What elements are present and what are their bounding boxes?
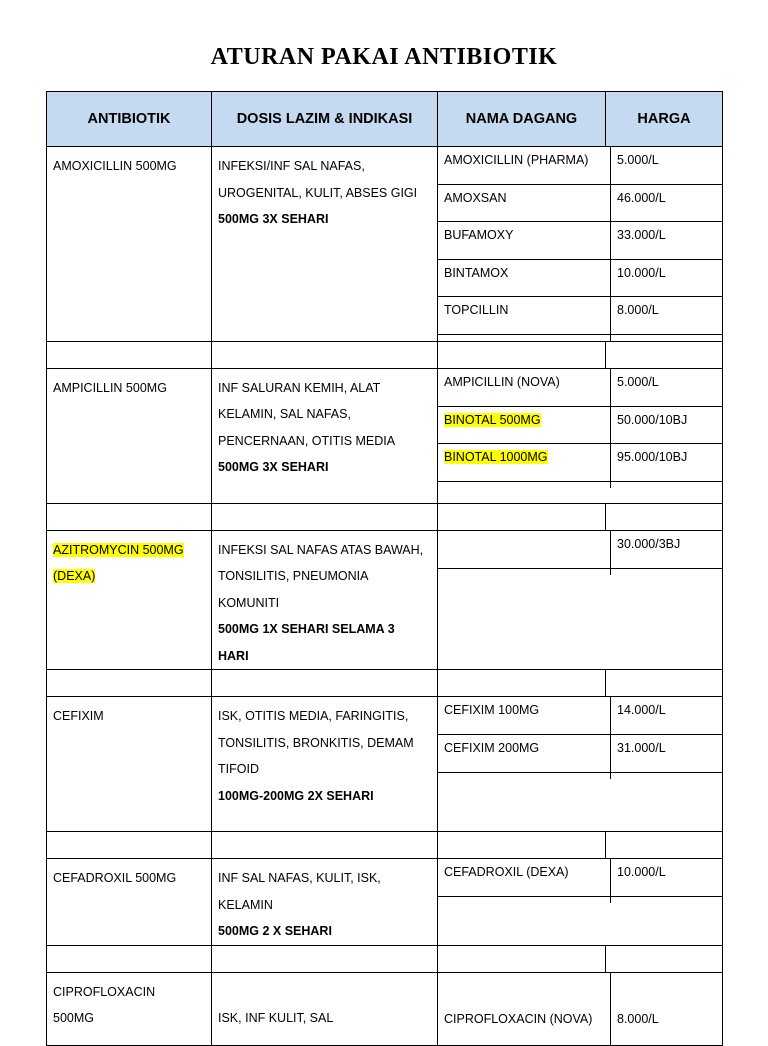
spacer-row bbox=[47, 832, 723, 859]
price-cell bbox=[611, 859, 723, 896]
brand-name-cell bbox=[438, 1006, 611, 1039]
antibiotic-name: AMPICILLIN 500MG bbox=[53, 380, 167, 395]
price: 31.000/L bbox=[617, 741, 666, 756]
price-cell bbox=[611, 406, 723, 444]
antibiotic-name-cell bbox=[47, 972, 212, 1045]
price: 46.000/L bbox=[617, 190, 666, 205]
antibiotic-table bbox=[46, 91, 723, 1046]
brand-name: AMPICILLIN (NOVA) bbox=[444, 374, 560, 389]
brand-price-cell bbox=[438, 859, 723, 946]
empty-cell bbox=[438, 945, 606, 972]
brand-list bbox=[438, 369, 722, 488]
antibiotic-name: CEFIXIM bbox=[53, 709, 104, 724]
table-row bbox=[47, 530, 723, 670]
brand-row bbox=[438, 444, 722, 482]
brand-row bbox=[438, 147, 722, 184]
empty-cell bbox=[438, 1039, 611, 1045]
price-cell bbox=[611, 444, 723, 482]
spacer-row bbox=[47, 341, 723, 368]
empty-cell bbox=[438, 481, 611, 488]
price-cell bbox=[611, 1006, 723, 1039]
dose-line: 100MG-200MG 2X SEHARI bbox=[218, 788, 374, 803]
column-header-dosis: DOSIS LAZIM & INDIKASI bbox=[212, 92, 438, 147]
empty-cell bbox=[438, 341, 606, 368]
table-row bbox=[47, 697, 723, 832]
table-header-row bbox=[47, 92, 723, 147]
price: 10.000/L bbox=[617, 865, 666, 880]
antibiotic-name bbox=[53, 563, 205, 590]
column-header-harga: HARGA bbox=[606, 92, 723, 147]
price: 5.000/L bbox=[617, 153, 659, 167]
brand-filler-row bbox=[438, 772, 722, 779]
price: 8.000/L bbox=[617, 303, 659, 318]
brand-price-cell bbox=[438, 972, 723, 1045]
brand-name-cell bbox=[438, 222, 611, 260]
brand-price-cell bbox=[438, 697, 723, 832]
dose-line: HARI bbox=[218, 648, 249, 663]
brand-list bbox=[438, 859, 722, 903]
price: 30.000/3BJ bbox=[617, 536, 681, 551]
brand-name-cell bbox=[438, 369, 611, 406]
dose-line: 500MG 3X SEHARI bbox=[218, 212, 329, 226]
brand-filler-row bbox=[438, 568, 722, 575]
brand-row bbox=[438, 297, 722, 335]
brand-name-cell bbox=[438, 735, 611, 773]
indication-line: PENCERNAAN, OTITIS MEDIA bbox=[218, 433, 396, 448]
brand-filler-row bbox=[438, 1039, 722, 1045]
brand-name: AMOXICILLIN (PHARMA) bbox=[444, 153, 589, 167]
empty-cell bbox=[611, 1039, 723, 1045]
empty-cell bbox=[606, 503, 723, 530]
empty-cell bbox=[438, 670, 606, 697]
brand-name-cell bbox=[438, 406, 611, 444]
brand-row bbox=[438, 859, 722, 896]
brand-row bbox=[438, 735, 722, 773]
price-cell bbox=[611, 259, 723, 297]
brand-name-cell bbox=[438, 697, 611, 734]
price-cell bbox=[611, 697, 723, 734]
brand-name: AMOXSAN bbox=[444, 190, 507, 205]
indication-line: ISK, OTITIS MEDIA, FARINGITIS, bbox=[218, 709, 409, 724]
empty-cell bbox=[606, 670, 723, 697]
empty-cell bbox=[47, 832, 212, 859]
empty-cell bbox=[438, 568, 611, 575]
brand-name: BINOTAL 1000MG bbox=[444, 450, 548, 465]
brand-name: BINTAMOX bbox=[444, 265, 509, 280]
brand-row bbox=[438, 531, 722, 568]
empty-cell bbox=[438, 772, 611, 779]
brand-row bbox=[438, 184, 722, 222]
antibiotic-name: CIPROFLOXACIN bbox=[53, 984, 156, 999]
empty-cell bbox=[47, 503, 212, 530]
column-header-nama-dagang: NAMA DAGANG bbox=[438, 92, 606, 147]
indication-line: TONSILITIS, PNEUMONIA bbox=[218, 569, 369, 584]
price-cell bbox=[611, 297, 723, 335]
page-title: ATURAN PAKAI ANTIBIOTIK bbox=[210, 44, 558, 70]
empty-cell bbox=[438, 334, 611, 341]
brand-name: CEFIXIM 200MG bbox=[444, 741, 540, 756]
antibiotic-name-cell bbox=[47, 368, 212, 503]
empty-cell bbox=[212, 341, 438, 368]
indication-line: KELAMIN, SAL NAFAS, bbox=[218, 407, 351, 422]
brand-filler-row bbox=[438, 334, 722, 341]
indication-line bbox=[218, 979, 431, 1006]
antibiotic-name: CEFADROXIL 500MG bbox=[53, 871, 177, 886]
dose-line: 500MG 2 X SEHARI bbox=[218, 924, 332, 939]
indication-line: INFEKSI SAL NAFAS ATAS BAWAH, bbox=[218, 542, 424, 557]
empty-cell bbox=[212, 670, 438, 697]
brand-name: CEFIXIM 100MG bbox=[444, 703, 540, 718]
dose-line: 500MG 3X SEHARI bbox=[218, 460, 329, 475]
antibiotic-name bbox=[53, 537, 205, 564]
antibiotic-name: AMOXICILLIN 500MG bbox=[53, 159, 177, 173]
antibiotic-name-cell bbox=[47, 530, 212, 670]
brand-row bbox=[438, 973, 722, 1006]
brand-filler-row bbox=[438, 481, 722, 488]
indication-line: KOMUNITI bbox=[218, 595, 280, 610]
brand-name: CEFADROXIL (DEXA) bbox=[444, 865, 569, 880]
indication-line: INF SALURAN KEMIH, ALAT bbox=[218, 380, 381, 395]
brand-name: CIPROFLOXACIN (NOVA) bbox=[444, 1011, 593, 1026]
empty-cell bbox=[438, 832, 606, 859]
brand-list bbox=[438, 147, 722, 341]
brand-name-cell bbox=[438, 531, 611, 568]
brand-name-cell bbox=[438, 259, 611, 297]
price-cell bbox=[611, 222, 723, 260]
brand-name-cell bbox=[438, 147, 611, 184]
brand-price-cell bbox=[438, 147, 723, 342]
brand-list bbox=[438, 973, 722, 1045]
brand-name-cell bbox=[438, 444, 611, 482]
brand-row bbox=[438, 259, 722, 297]
brand-row bbox=[438, 697, 722, 734]
brand-price-cell bbox=[438, 368, 723, 503]
indication-line: INFEKSI/INF SAL NAFAS, bbox=[218, 159, 365, 173]
price-cell bbox=[611, 147, 723, 184]
indication-line: ISK, INF KULIT, SAL bbox=[218, 1011, 334, 1026]
empty-cell bbox=[611, 897, 723, 904]
empty-cell bbox=[47, 945, 212, 972]
table-row bbox=[47, 368, 723, 503]
price-cell bbox=[611, 531, 723, 568]
indication-line: INF SAL NAFAS, KULIT, ISK, bbox=[218, 871, 381, 886]
brand-row bbox=[438, 1006, 722, 1039]
empty-cell bbox=[611, 568, 723, 575]
indication-line: TONSILITIS, BRONKITIS, DEMAM bbox=[218, 735, 414, 750]
brand-name-cell bbox=[438, 973, 611, 1006]
brand-row bbox=[438, 369, 722, 406]
empty-cell bbox=[606, 945, 723, 972]
spacer-row bbox=[47, 945, 723, 972]
brand-price-cell bbox=[438, 530, 723, 670]
table-row bbox=[47, 859, 723, 946]
price: 14.000/L bbox=[617, 703, 666, 718]
brand-name-cell bbox=[438, 859, 611, 896]
empty-cell bbox=[611, 772, 723, 779]
antibiotic-name-cell bbox=[47, 147, 212, 342]
price: 8.000/L bbox=[617, 1011, 659, 1026]
column-header-antibiotik: ANTIBIOTIK bbox=[47, 92, 212, 147]
table-row bbox=[47, 147, 723, 342]
empty-cell bbox=[438, 503, 606, 530]
empty-cell bbox=[212, 503, 438, 530]
price-cell bbox=[611, 184, 723, 222]
brand-list bbox=[438, 531, 722, 575]
antibiotic-name-cell bbox=[47, 859, 212, 946]
dosage-indication-cell bbox=[212, 697, 438, 832]
spacer-row bbox=[47, 670, 723, 697]
brand-name: TOPCILLIN bbox=[444, 303, 509, 318]
dosage-indication-cell bbox=[212, 368, 438, 503]
empty-cell bbox=[47, 670, 212, 697]
price: 50.000/10BJ bbox=[617, 412, 688, 427]
brand-row bbox=[438, 222, 722, 260]
brand-row bbox=[438, 406, 722, 444]
empty-cell bbox=[438, 897, 611, 904]
dosage-indication-cell bbox=[212, 859, 438, 946]
dosage-indication-cell bbox=[212, 530, 438, 670]
brand-name: BINOTAL 500MG bbox=[444, 412, 541, 427]
empty-cell bbox=[212, 945, 438, 972]
antibiotic-name-cell bbox=[47, 697, 212, 832]
brand-name-cell bbox=[438, 297, 611, 335]
empty-cell bbox=[606, 341, 723, 368]
price: 33.000/L bbox=[617, 228, 666, 243]
empty-cell bbox=[47, 341, 212, 368]
table-row bbox=[47, 972, 723, 1045]
empty-cell bbox=[611, 334, 723, 341]
dosage-indication-cell bbox=[212, 972, 438, 1045]
brand-name: BUFAMOXY bbox=[444, 228, 514, 243]
price: 10.000/L bbox=[617, 265, 666, 280]
price: 95.000/10BJ bbox=[617, 450, 688, 465]
indication-line: TIFOID bbox=[218, 762, 259, 777]
dosage-indication-cell bbox=[212, 147, 438, 342]
price-cell bbox=[611, 973, 723, 1006]
brand-name-cell bbox=[438, 184, 611, 222]
price: 5.000/L bbox=[617, 374, 659, 389]
dose-line: 500MG 1X SEHARI SELAMA 3 bbox=[218, 622, 395, 637]
highlighted-text: (DEXA) bbox=[53, 569, 96, 584]
empty-cell bbox=[212, 832, 438, 859]
indication-line: KELAMIN bbox=[218, 897, 273, 912]
brand-filler-row bbox=[438, 897, 722, 904]
price-cell bbox=[611, 735, 723, 773]
empty-cell bbox=[606, 832, 723, 859]
antibiotic-name: 500MG bbox=[53, 1011, 94, 1026]
indication-line: UROGENITAL, KULIT, ABSES GIGI bbox=[218, 185, 418, 200]
highlighted-text: AZITROMYCIN 500MG bbox=[53, 542, 184, 557]
empty-cell bbox=[611, 481, 723, 488]
brand-list bbox=[438, 697, 722, 778]
price-cell bbox=[611, 369, 723, 406]
spacer-row bbox=[47, 503, 723, 530]
